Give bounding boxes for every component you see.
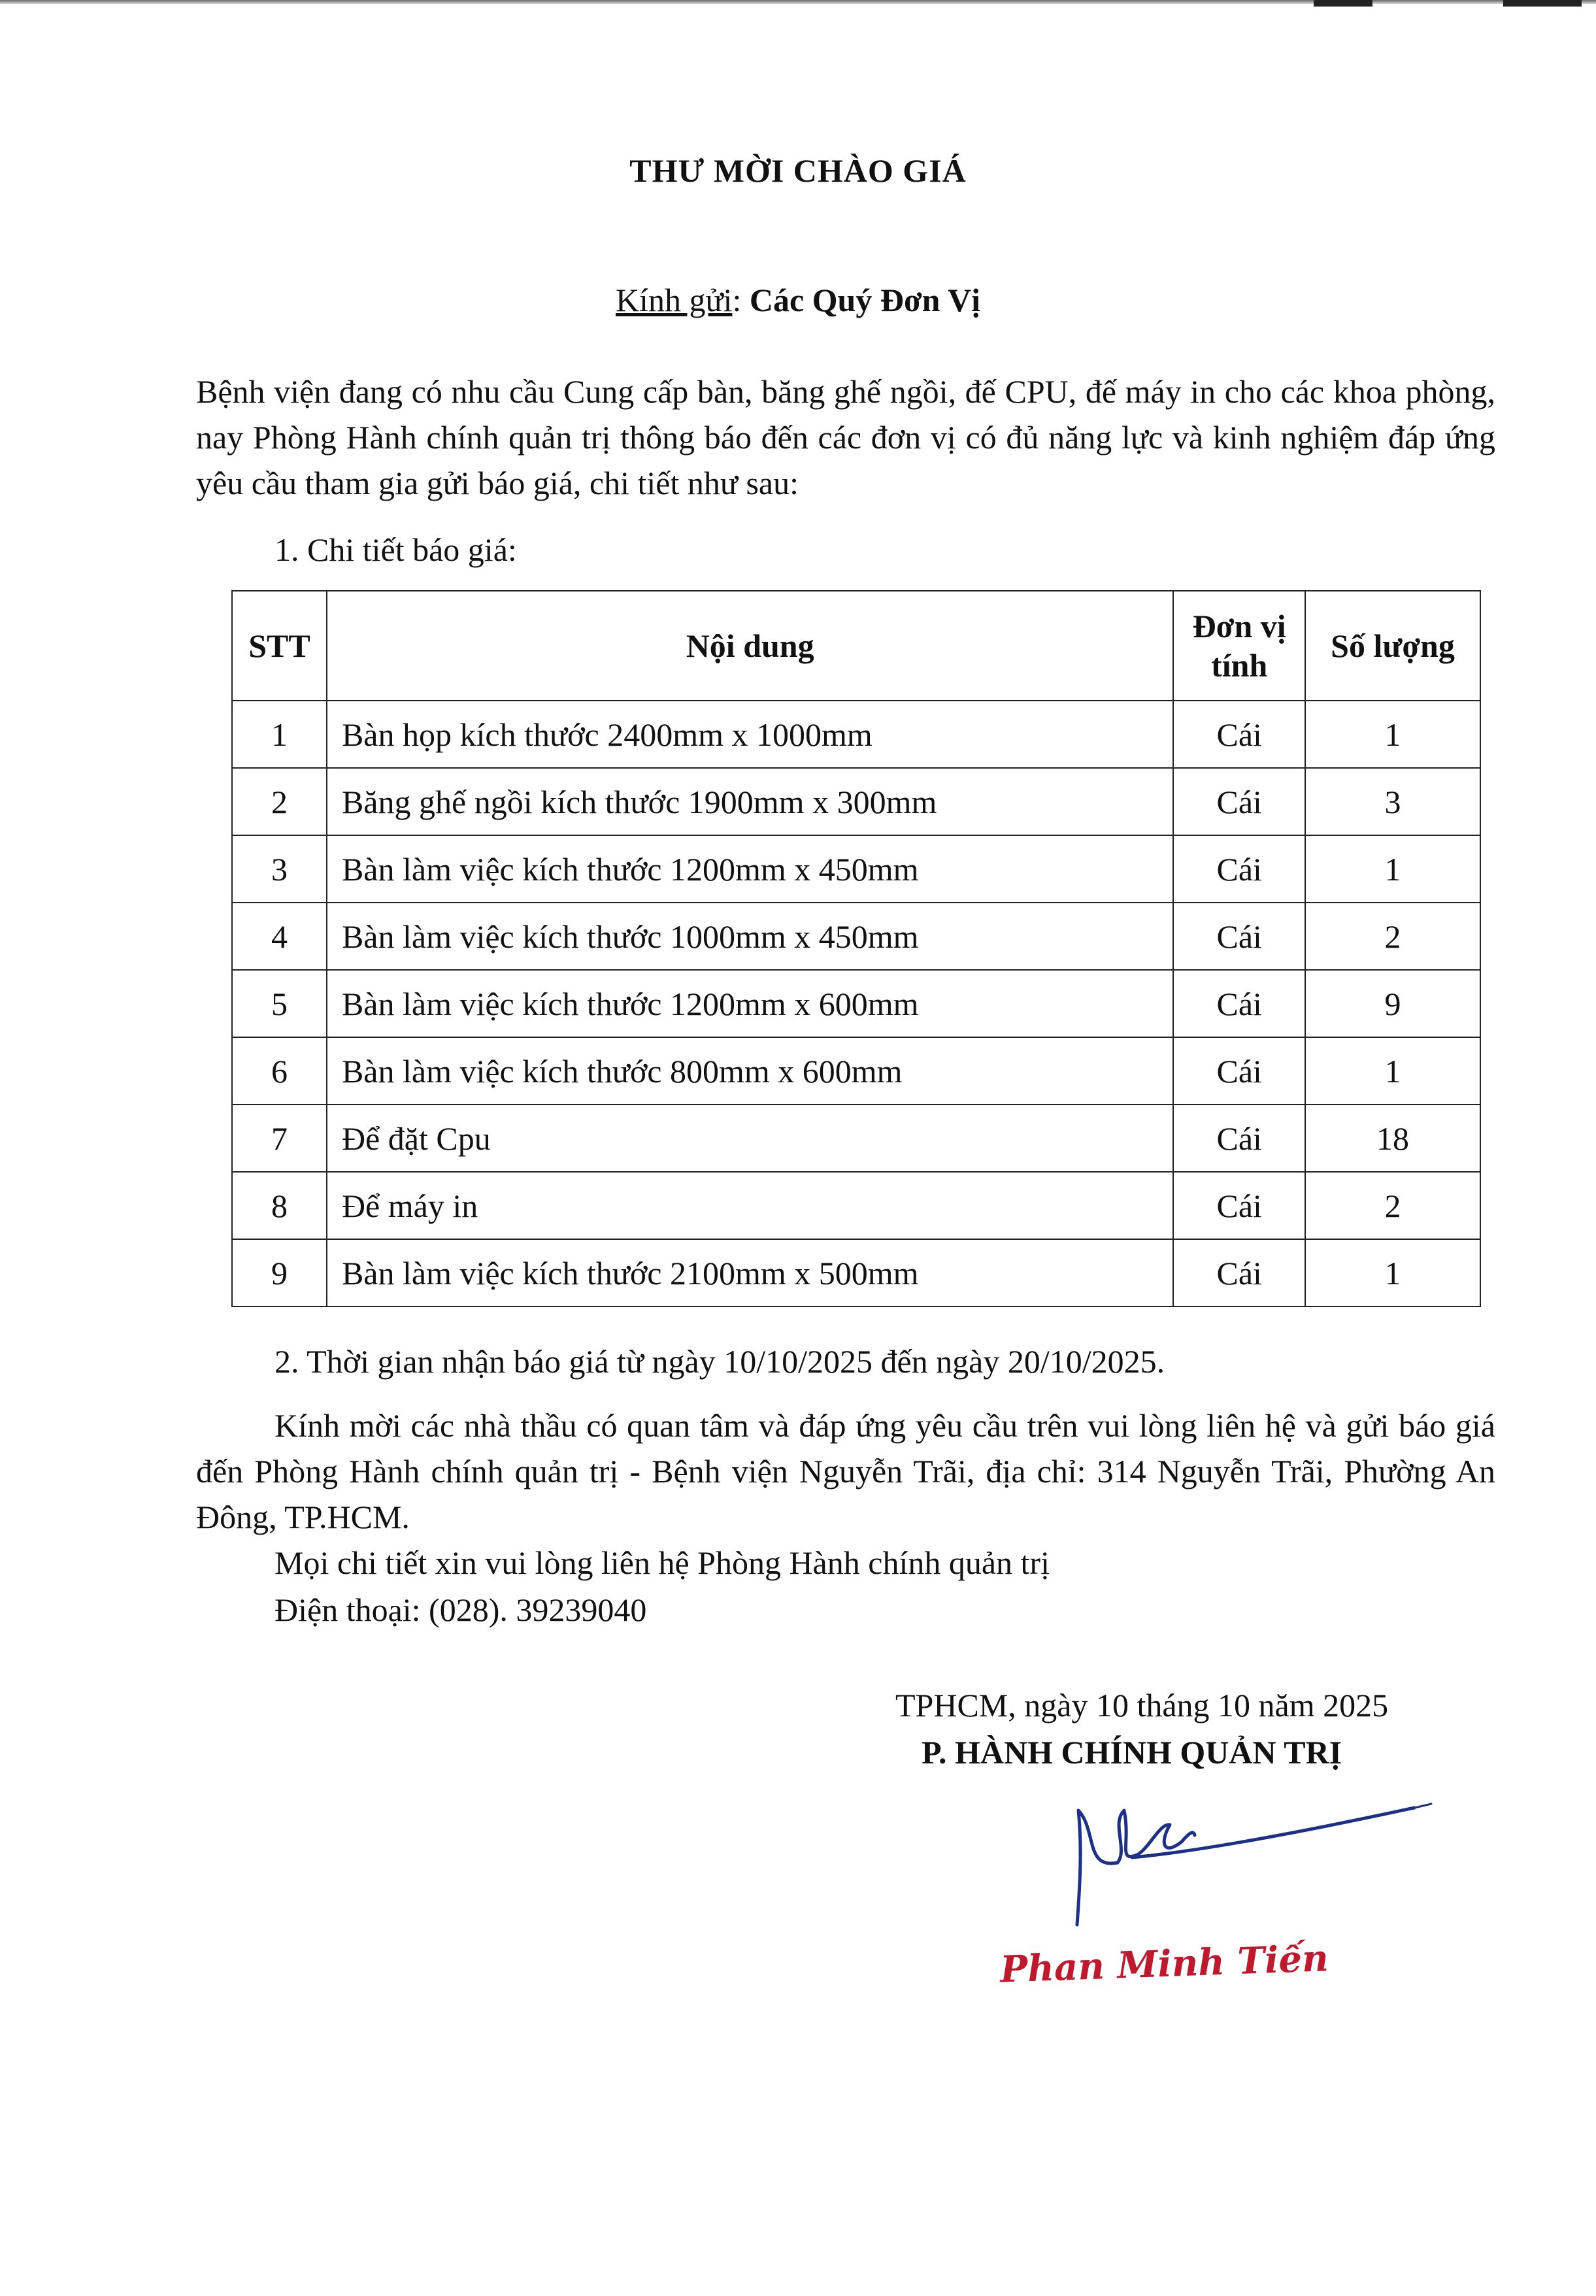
scan-mark xyxy=(1314,0,1372,7)
cell-content: Để máy in xyxy=(327,1172,1173,1239)
phone-line: Điện thoại: (028). 39239040 xyxy=(274,1591,647,1628)
greeting-recipient: Các Quý Đơn Vị xyxy=(749,282,981,318)
intro-paragraph: Bệnh viện đang có nhu cầu Cung cấp bàn, băng ghế ngồi, đế CPU, đế máy in cho các khoa phòng, nay Phòng Hành chính quản trị thông báo đến các đơn vị có đủ năng lực và kinh nghiệm đáp ứng yêu cầu tham gia gửi báo giá, chi tiết như sau: xyxy=(196,373,1495,501)
cell-unit: Cái xyxy=(1173,970,1305,1037)
cell-stt: 6 xyxy=(232,1037,327,1105)
cell-qty: 18 xyxy=(1305,1105,1480,1172)
cell-stt: 3 xyxy=(232,835,327,903)
document-title: THƯ MỜI CHÀO GIÁ xyxy=(629,152,967,189)
cell-unit: Cái xyxy=(1173,1037,1305,1105)
table-row xyxy=(232,1037,1480,1105)
cell-qty: 2 xyxy=(1305,1172,1480,1239)
cell-content: Băng ghế ngồi kích thước 1900mm x 300mm xyxy=(327,768,1173,835)
handwritten-signature xyxy=(1020,1784,1438,1941)
cell-stt: 2 xyxy=(232,768,327,835)
cell-qty: 9 xyxy=(1305,970,1480,1037)
section-2-deadline: 2. Thời gian nhận báo giá từ ngày 10/10/2025 đến ngày 20/10/2025. xyxy=(274,1343,1165,1380)
contact-line: Mọi chi tiết xin vui lòng liên hệ Phòng Hành chính quản trị xyxy=(274,1544,1050,1581)
scan-mark xyxy=(1503,0,1582,7)
cell-unit: Cái xyxy=(1173,1105,1305,1172)
table-row xyxy=(232,701,1480,768)
table-row xyxy=(232,835,1480,903)
cell-content: Bàn làm việc kích thước 2100mm x 500mm xyxy=(327,1239,1173,1306)
cell-content: Bàn làm việc kích thước 1200mm x 450mm xyxy=(327,835,1173,903)
header-content: Nội dung xyxy=(327,591,1173,701)
cell-unit: Cái xyxy=(1173,1172,1305,1239)
cell-stt: 8 xyxy=(232,1172,327,1239)
cell-stt: 9 xyxy=(232,1239,327,1306)
signer-name: Phan Minh Tiến xyxy=(999,1937,1329,1991)
cell-content: Bàn làm việc kích thước 1200mm x 600mm xyxy=(327,970,1173,1037)
cell-unit: Cái xyxy=(1173,835,1305,903)
cell-unit: Cái xyxy=(1173,1239,1305,1306)
cell-qty: 1 xyxy=(1305,701,1480,768)
quote-table xyxy=(231,590,1481,1307)
cell-qty: 1 xyxy=(1305,1239,1480,1306)
cell-unit: Cái xyxy=(1173,903,1305,970)
header-stt: STT xyxy=(232,591,327,701)
table-row xyxy=(232,1172,1480,1239)
cell-unit: Cái xyxy=(1173,768,1305,835)
section-1-heading: 1. Chi tiết báo giá: xyxy=(274,531,517,568)
cell-content: Để đặt Cpu xyxy=(327,1105,1173,1172)
table-row xyxy=(232,1105,1480,1172)
table-row xyxy=(232,768,1480,835)
table-row xyxy=(232,970,1480,1037)
table-header-row xyxy=(232,591,1480,701)
signature-department: P. HÀNH CHÍNH QUẢN TRỊ xyxy=(922,1734,1342,1771)
cell-stt: 7 xyxy=(232,1105,327,1172)
greeting-colon: : xyxy=(732,282,742,318)
table-row xyxy=(232,903,1480,970)
greeting-label: Kính gửi xyxy=(615,282,733,318)
cell-stt: 1 xyxy=(232,701,327,768)
table-row xyxy=(232,1239,1480,1306)
invitation-paragraph: Kính mời các nhà thầu có quan tâm và đáp ứng yêu cầu trên vui lòng liên hệ và gửi báo giá đến Phòng Hành chính quản trị - Bệnh viện Nguyễn Trãi, địa chỉ: 314 Nguyễn Trãi, Phường An Đông, TP.HCM. xyxy=(196,1407,1495,1535)
cell-qty: 2 xyxy=(1305,903,1480,970)
cell-unit: Cái xyxy=(1173,701,1305,768)
header-qty: Số lượng xyxy=(1305,591,1480,701)
cell-qty: 1 xyxy=(1305,1037,1480,1105)
cell-content: Bàn họp kích thước 2400mm x 1000mm xyxy=(327,701,1173,768)
header-unit: Đơn vị tính xyxy=(1173,591,1305,701)
cell-content: Bàn làm việc kích thước 1000mm x 450mm xyxy=(327,903,1173,970)
cell-stt: 5 xyxy=(232,970,327,1037)
cell-qty: 3 xyxy=(1305,768,1480,835)
cell-qty: 1 xyxy=(1305,835,1480,903)
cell-content: Bàn làm việc kích thước 800mm x 600mm xyxy=(327,1037,1173,1105)
greeting xyxy=(0,281,1596,319)
signature-date: TPHCM, ngày 10 tháng 10 năm 2025 xyxy=(895,1687,1389,1723)
cell-stt: 4 xyxy=(232,903,327,970)
